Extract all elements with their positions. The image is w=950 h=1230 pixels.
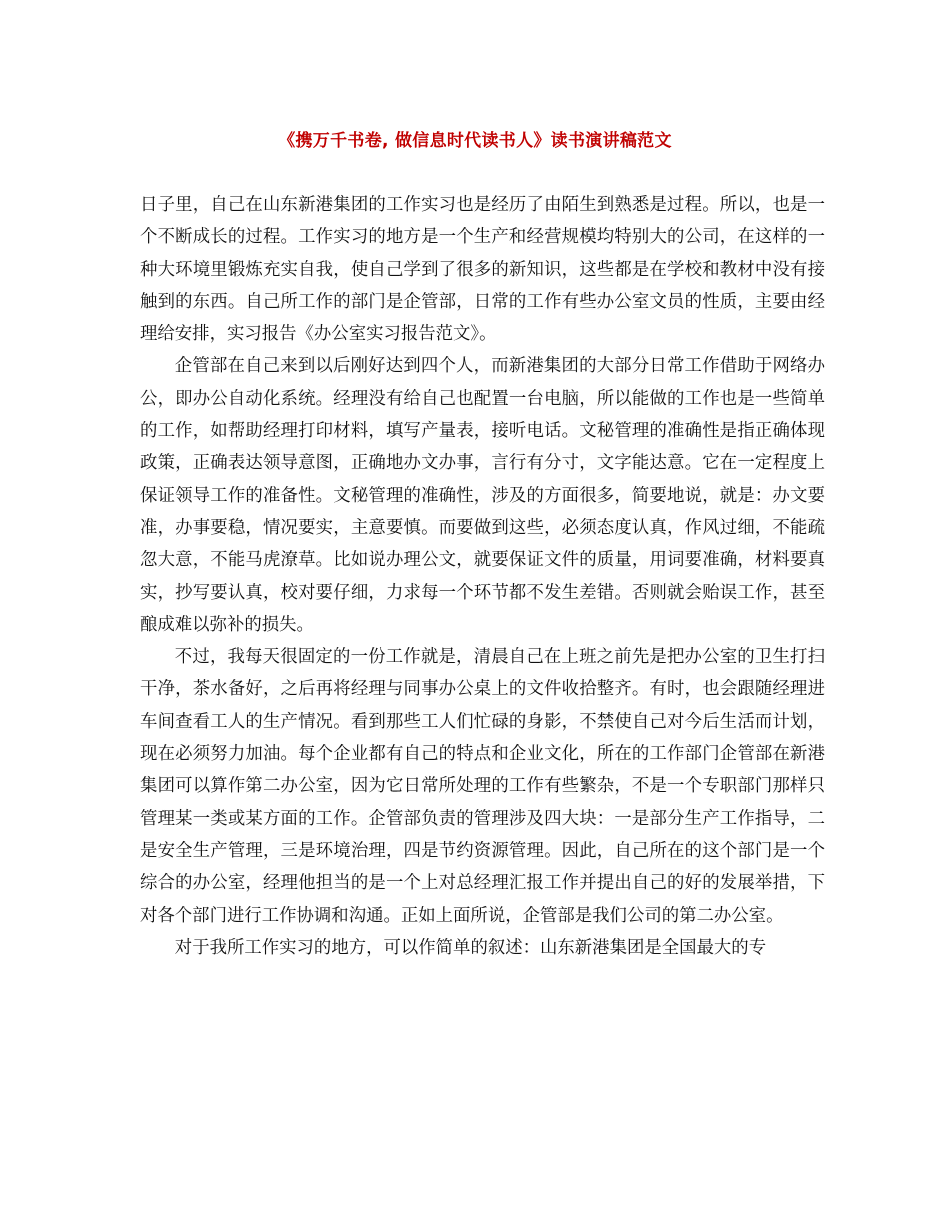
document-body [140, 189, 825, 964]
paragraph-1: 日子里，自己在山东新港集团的工作实习也是经历了由陌生到熟悉是过程。所以，也是一个不断成长的过程。工作实习的地方是一个生产和经营规模均特别大的公司，在这样的一种大环境里锻炼充实自我，使自己学到了很多的新知识，这些都是在学校和教材中没有接触到的东西。自己所工作的部门是企管部，日常的工作有些办公室文员的性质，主要由经理给安排，实习报告《办公室实习报告范文》。 [140, 195, 825, 345]
document-title: 《携万千书卷, 做信息时代读书人》读书演讲稿范文 [278, 131, 672, 151]
paragraph-2: 企管部在自己来到以后刚好达到四个人，而新港集团的大部分日常工作借助于网络办公，即办公自动化系统。经理没有给自己也配置一台电脑，所以能做的工作也是一些简单的工作，如帮助经理打印材料，填写产量表，接听电话。文秘管理的准确性是指正确体现政策，正确表达领导意图，正确地办文办事，言行有分寸，文字能达意。它在一定程度上保证领导工作的准备性。文秘管理的准确性，涉及的方面很多，简要地说，就是：办文要准，办事要稳，情况要实，主意要慎。而要做到这些，必须态度认真，作风过细，不能疏忽大意，不能马虎潦草。比如说办理公文，就要保证文件的质量，用词要准确，材料要真实，抄写要认真，校对要仔细，力求每一个环节都不发生差错。否则就会贻误工作，甚至酿成难以弥补的损失。 [140, 356, 825, 635]
paragraph-4: 对于我所工作实习的地方，可以作简单的叙述：山东新港集团是全国最大的专 [174, 937, 767, 958]
paragraph-3: 不过，我每天很固定的一份工作就是，清晨自己在上班之前先是把办公室的卫生打扫干净，茶水备好，之后再将经理与同事办公桌上的文件收拾整齐。有时，也会跟随经理进车间查看工人的生产情况。看到那些工人们忙碌的身影，不禁使自己对今后生活而计划，现在必须努力加油。每个企业都有自己的特点和企业文化，所在的工作部门企管部在新港集团可以算作第二办公室，因为它日常所处理的工作有些繁杂，不是一个专职部门那样只管理某一类或某方面的工作。企管部负责的管理涉及四大块：一是部分生产工作指导，二是安全生产管理，三是环境治理，四是节约资源管理。因此，自己所在的这个部门是一个综合的办公室，经理他担当的是一个上对总经理汇报工作并提出自己的好的发展举措，下对各个部门进行工作协调和沟通。正如上面所说，企管部是我们公司的第二办公室。 [140, 647, 825, 926]
